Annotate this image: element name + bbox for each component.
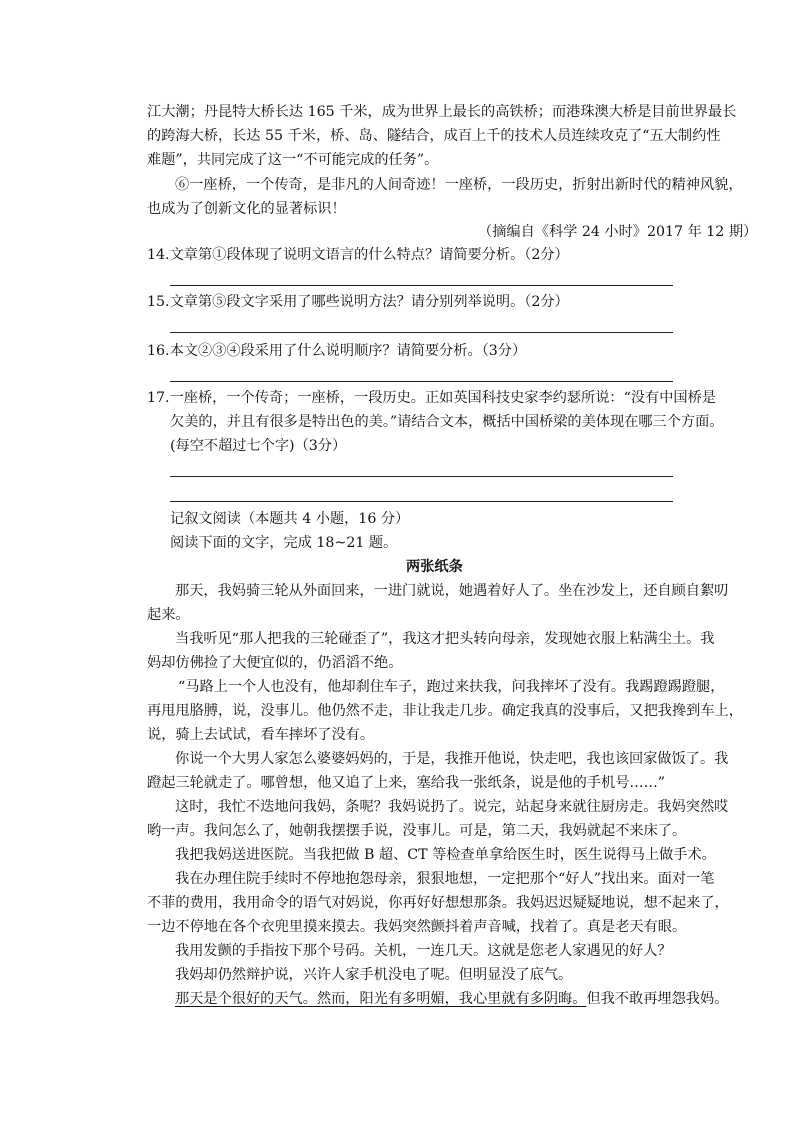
story-title: 两张纸条 [406, 559, 463, 575]
story-line: 我妈却仍然辩护说，兴许人家手机没电了呢。但明显没了底气。 [175, 967, 573, 983]
story-line: 一边不停地在各个衣兜里摸来摸去。我妈突然颤抖着声音喊，找着了。真是老天有眼。 [147, 919, 687, 935]
answer-line-17a [170, 476, 673, 477]
story-line: 我在办理住院手续时不停地抱怨母亲，狠狠地想，一定把那个“好人”找出来。面对一笔 [175, 871, 715, 887]
paragraph-5-line-3: 难题”，共同完成了这一“不可能完成的任务”。 [147, 152, 439, 168]
story-line: 那天，我妈骑三轮从外面回来，一进门就说，她遇着好人了。坐在沙发上，还自顾自絮叨 [175, 583, 729, 599]
paragraph-6-line-2: 也成为了创新文化的显著标识！ [147, 201, 346, 217]
answer-line-17b [170, 501, 673, 502]
underlined-sentence: 那天是个很好的天气。然而，阳光有多明媚，我心里就有多阴晦。 [175, 991, 587, 1007]
question-16: 16.本文②③④段采用了什么说明顺序？请简要分析。（3分） [147, 343, 527, 359]
question-17-line-3: (每空不超过七个字)（3分） [170, 438, 347, 454]
story-line: 当我听见“那人把我的三轮碰歪了”，我这才把头转向母亲，发现她衣服上粘满尘土。我 [175, 631, 715, 647]
story-line: 你说一个大男人家怎么婆婆妈妈的，于是，我推开他说，快走吧，我也该回家做饭了。我 [175, 751, 729, 767]
story-line: 我把我妈送进医院。当我把做 B 超、CT 等检查单拿给医生时，医生说得马上做手术。 [175, 847, 716, 863]
question-15: 15.文章第⑤段文字采用了哪些说明方法？请分别列举说明。（2分） [147, 294, 569, 310]
story-line: 不菲的费用，我用命令的语气对妈说，你再好好想想那条。我妈迟迟疑疑地说，想不起来了， [147, 895, 729, 911]
paragraph-5-line-1: 江大潮；丹昆特大桥长达 165 千米，成为世界上最长的高铁桥；而港珠澳大桥是目前世界最长 [147, 104, 737, 120]
question-14: 14.文章第①段体现了说明文语言的什么特点？请简要分析。（2分） [147, 247, 569, 263]
story-line: 妈却仿佛捡了大便宜似的，仍滔滔不绝。 [147, 655, 403, 671]
question-17-line-2: 欠美的，并且有很多是特出色的美。”请结合文本，概括中国桥梁的美体现在哪三个方面。 [170, 414, 724, 430]
story-line: 起来。 [147, 607, 190, 623]
story-line: 蹬起三轮就走了。哪曾想，他又追了上来，塞给我一张纸条，说是他的手机号……” [147, 775, 666, 791]
section-heading: 记叙文阅读（本题共 4 小题，16 分） [170, 511, 410, 527]
story-last-line [175, 989, 728, 1009]
section-instruction: 阅读下面的文字，完成 18~21 题。 [170, 535, 398, 551]
paragraph-6-line-1: ⑥一座桥，一个传奇，是非凡的人间奇迹！一座桥，一段历史，折射出新时代的精神风貌， [175, 177, 743, 193]
story-line: 说，骑上去试试，看车摔坏了没有。 [147, 727, 375, 743]
answer-line-14 [170, 285, 673, 286]
answer-line-15 [170, 332, 673, 333]
answer-line-16 [170, 381, 673, 382]
last-line-rest: 但我不敢再埋怨我妈。 [586, 991, 729, 1007]
paragraph-5-line-2: 的跨海大桥，长达 55 千米，桥、岛、隧结合，成百上千的技术人员连续攻克了“五大制约性 [147, 128, 721, 144]
story-line: “马路上一个人也没有，他却刹住车子，跑过来扶我，问我摔坏了没有。我踢蹬踢蹬腿， [178, 679, 725, 695]
story-line: 哟一声。我问怎么了，她朝我摆摆手说，没事儿。可是，第二天，我妈就起不来床了。 [147, 823, 687, 839]
question-17-line-1: 17.一座桥，一个传奇；一座桥，一段历史。正如英国科技史家李约瑟所说：“没有中国桥是 [147, 390, 716, 406]
story-line: 我用发颤的手指按下那个号码。关机，一连几天。这就是您老人家遇见的好人？ [175, 943, 672, 959]
story-line: 这时，我忙不迭地问我妈，条呢？我妈说扔了。说完，站起身来就往厨房走。我妈突然哎 [175, 799, 729, 815]
source-citation: （摘编自《科学 24 小时》2017 年 12 期） [478, 224, 758, 240]
story-line: 再甩甩胳膊，说，没事儿。他仍然不走，非让我走几步。确定我真的没事后，又把我搀到车上， [147, 703, 743, 719]
